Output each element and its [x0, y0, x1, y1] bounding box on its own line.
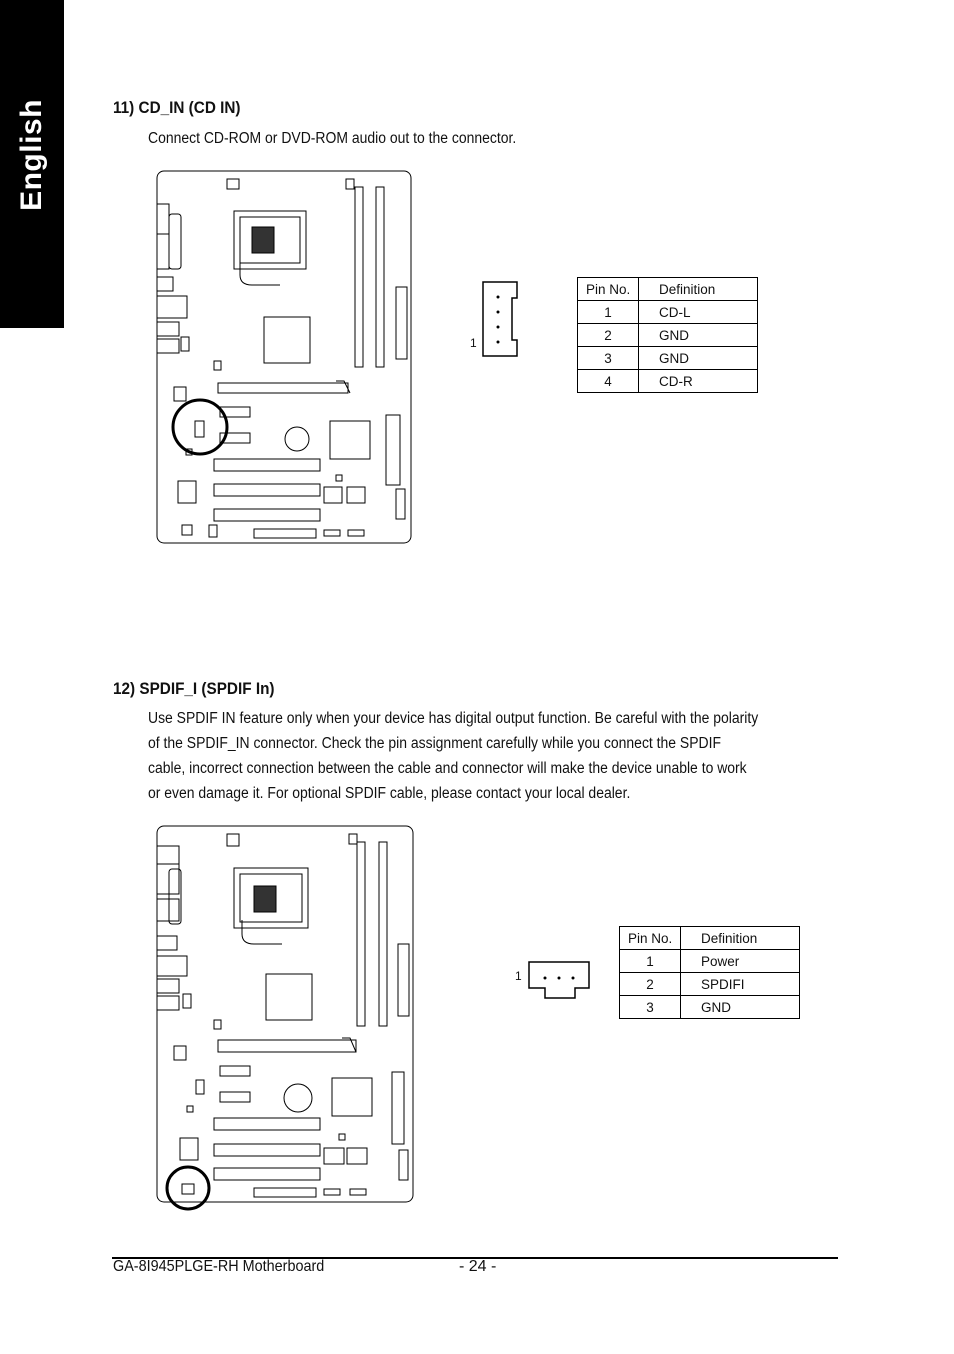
table-row [620, 950, 800, 973]
table-cell: 3 [620, 996, 681, 1019]
table-row [578, 301, 758, 324]
description-line: Connect CD-ROM or DVD-ROM audio out to the connector. [148, 130, 517, 147]
table-header-row [578, 278, 758, 301]
table-header: Pin No. [578, 278, 639, 301]
table-cell: 1 [620, 950, 681, 973]
table-cell: CD-R [639, 370, 758, 393]
description-line: Use SPDIF IN feature only when your device has digital output function. Be careful with the polarity [148, 710, 759, 727]
section-description-cd-in [148, 126, 516, 151]
description-line: or even damage it. For optional SPDIF cable, please contact your local dealer. [148, 785, 631, 802]
table-header: Pin No. [620, 927, 681, 950]
language-tab-label: English [15, 99, 48, 211]
pin1-label: 1 [470, 336, 477, 350]
description-line: of the SPDIF_IN connector. Check the pin assignment carefully while you connect the SPDIF [148, 735, 722, 752]
table-header: Definition [639, 278, 758, 301]
cd-in-connector-icon [480, 280, 520, 360]
language-tab [0, 0, 64, 328]
section-description-spdif-in [148, 706, 758, 806]
pin1-label: 1 [515, 969, 522, 983]
table-header: Definition [681, 927, 800, 950]
table-cell: GND [639, 324, 758, 347]
pin-table-spdif-in [619, 926, 800, 1019]
table-row [578, 347, 758, 370]
description-line: cable, incorrect connection between the cable and connector will make the device unable to work [148, 760, 747, 777]
table-header-row [620, 927, 800, 950]
table-row [578, 370, 758, 393]
table-cell: Power [681, 950, 800, 973]
table-cell: GND [639, 347, 758, 370]
table-cell: 1 [578, 301, 639, 324]
table-cell: CD-L [639, 301, 758, 324]
table-row [578, 324, 758, 347]
pin-table-cd-in [577, 277, 758, 393]
table-cell: SPDIFI [681, 973, 800, 996]
spdif-in-connector-icon [527, 958, 593, 1004]
table-cell: 3 [578, 347, 639, 370]
section-heading-spdif-in: 12) SPDIF_I (SPDIF In) [113, 679, 275, 698]
table-cell: 2 [578, 324, 639, 347]
motherboard-diagram-cd-in [154, 169, 414, 545]
section-heading-cd-in: 11) CD_IN (CD IN) [113, 98, 241, 117]
table-cell: 2 [620, 973, 681, 996]
table-cell: GND [681, 996, 800, 1019]
motherboard-diagram-spdif-in [154, 824, 416, 1212]
footer-page-number: - 24 - [459, 1258, 497, 1275]
footer-model: GA-8I945PLGE-RH Motherboard [113, 1258, 325, 1275]
table-row [620, 996, 800, 1019]
table-cell: 4 [578, 370, 639, 393]
table-row [620, 973, 800, 996]
